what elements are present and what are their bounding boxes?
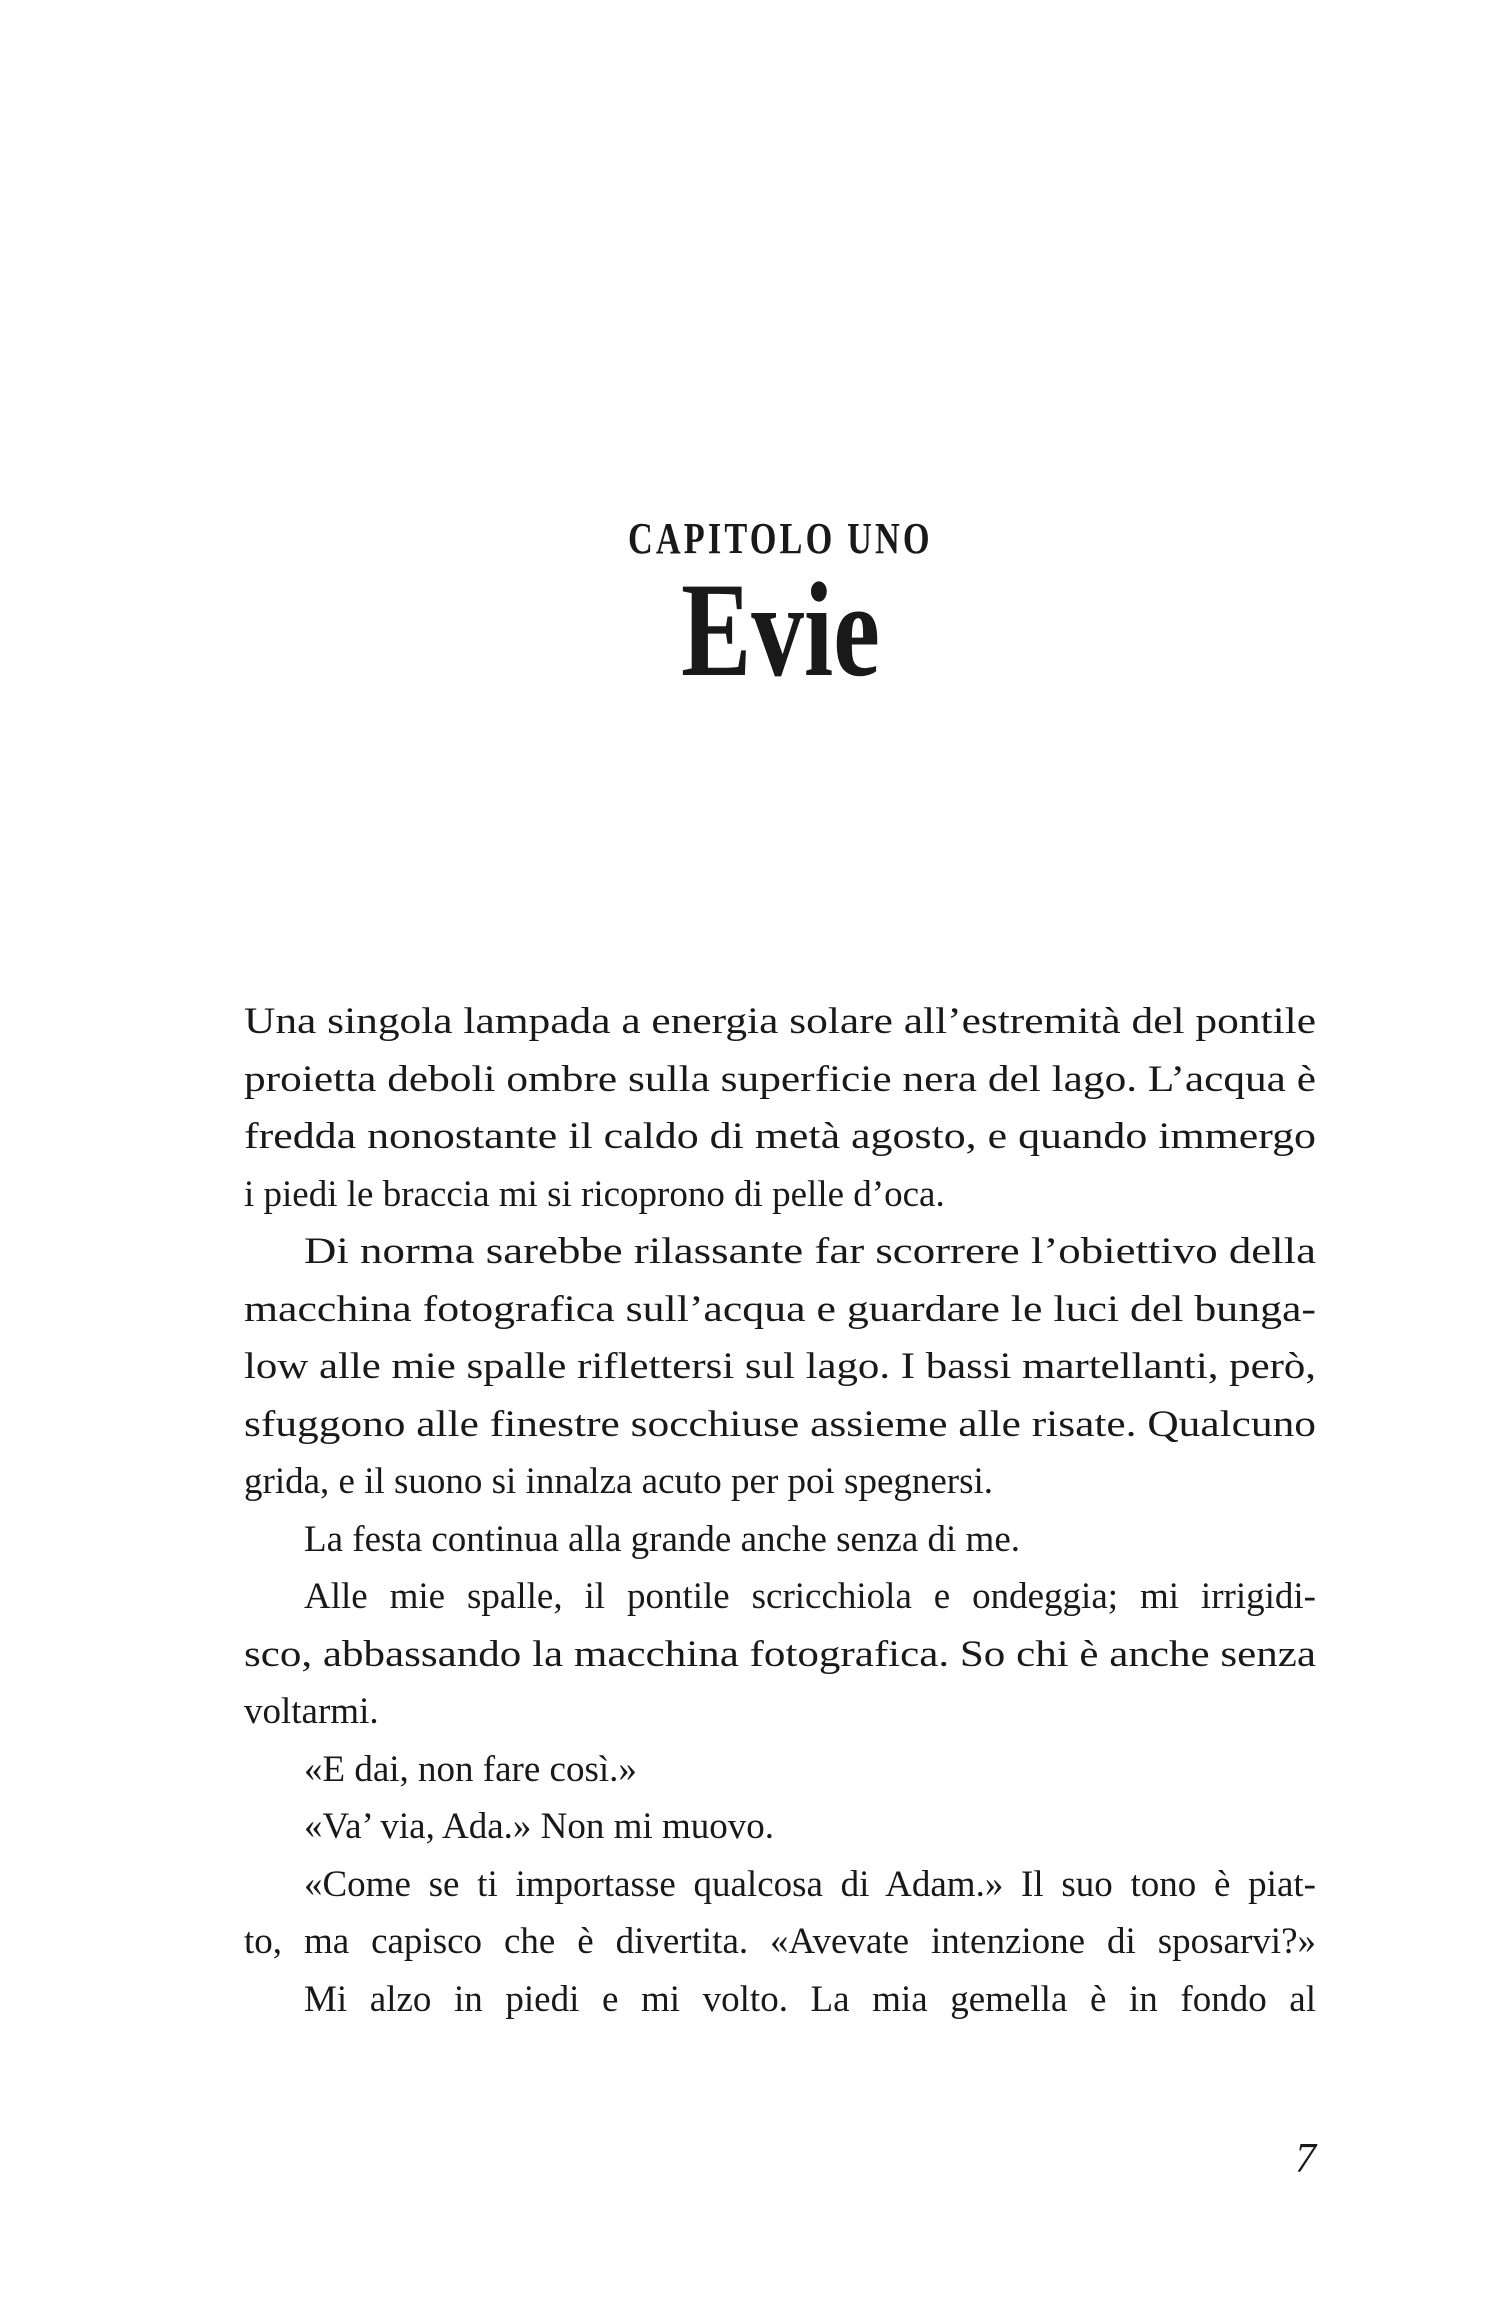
body-line: [244, 1281, 1316, 1339]
body-line-text: low alle mie spalle riflettersi sul lago. I bassi martellanti, però,: [244, 1346, 1316, 1387]
body-line-text: «E dai, non fare così.»: [304, 1748, 637, 1790]
body-line: [244, 1051, 1316, 1109]
body-line-text: to, ma capisco che è divertita. «Avevate intenzione di sposarvi?»: [244, 1921, 1316, 1962]
body-line: [244, 1683, 1316, 1741]
body-line-text: «Va’ via, Ada.» Non mi muovo.: [304, 1806, 774, 1847]
body-line-text: voltarmi.: [244, 1691, 379, 1732]
chapter-title-text: Evie: [680, 556, 880, 705]
body-line-text: Di norma sarebbe rilassante far scorrere l’obiettivo della: [304, 1231, 1316, 1272]
body-line: [244, 1166, 1316, 1224]
chapter-title: [244, 556, 1316, 705]
body-line-text: sco, abbassando la macchina fotografica. So chi è anche senza: [244, 1633, 1316, 1675]
body-line-text: «Come se ti importasse qualcosa di Adam.» Il suo tono è piat-: [304, 1863, 1316, 1905]
body-line-text: sfuggono alle finestre socchiuse assieme alle risate. Qualcuno: [244, 1403, 1316, 1445]
body-line-text: Alle mie spalle, il pontile scricchiola e ondeggia; mi irrigidi-: [304, 1576, 1316, 1617]
body-line-text: Mi alzo in piedi e mi volto. La mia gemella è in fondo al: [304, 1978, 1316, 2020]
body-line: [244, 993, 1316, 1051]
body-line-text: macchina fotografica sull’acqua e guardare le luci del bunga-: [244, 1288, 1316, 1330]
body-line: [244, 1223, 1316, 1281]
body-line-text: Una singola lampada a energia solare all’estremità del pontile: [244, 1001, 1316, 1042]
body-line: [244, 1971, 1316, 2029]
body-line: [244, 1913, 1316, 1971]
body-text: [244, 993, 1316, 2028]
body-line: [244, 1338, 1316, 1396]
body-line: [244, 1626, 1316, 1684]
body-line-text: grida, e il suono si innalza acuto per poi spegnersi.: [244, 1461, 994, 1502]
page-number: 7: [1295, 2136, 1316, 2182]
body-line: [244, 1568, 1316, 1626]
chapter-label: [244, 514, 1316, 563]
body-line: [244, 1396, 1316, 1454]
body-line-text: fredda nonostante il caldo di metà agosto, e quando immergo: [244, 1116, 1316, 1157]
body-line-text: i piedi le braccia mi si ricoprono di pelle d’oca.: [244, 1173, 945, 1215]
body-line: [244, 1453, 1316, 1511]
body-line: [244, 1798, 1316, 1856]
chapter-label-text: CAPITOLO UNO: [627, 514, 933, 563]
body-line: [244, 1741, 1316, 1799]
body-line: [244, 1511, 1316, 1569]
body-line: [244, 1108, 1316, 1166]
body-line-text: proietta deboli ombre sulla superficie nera del lago. L’acqua è: [244, 1058, 1316, 1100]
body-line-text: La festa continua alla grande anche senza di me.: [304, 1518, 1021, 1560]
body-line: [244, 1856, 1316, 1914]
